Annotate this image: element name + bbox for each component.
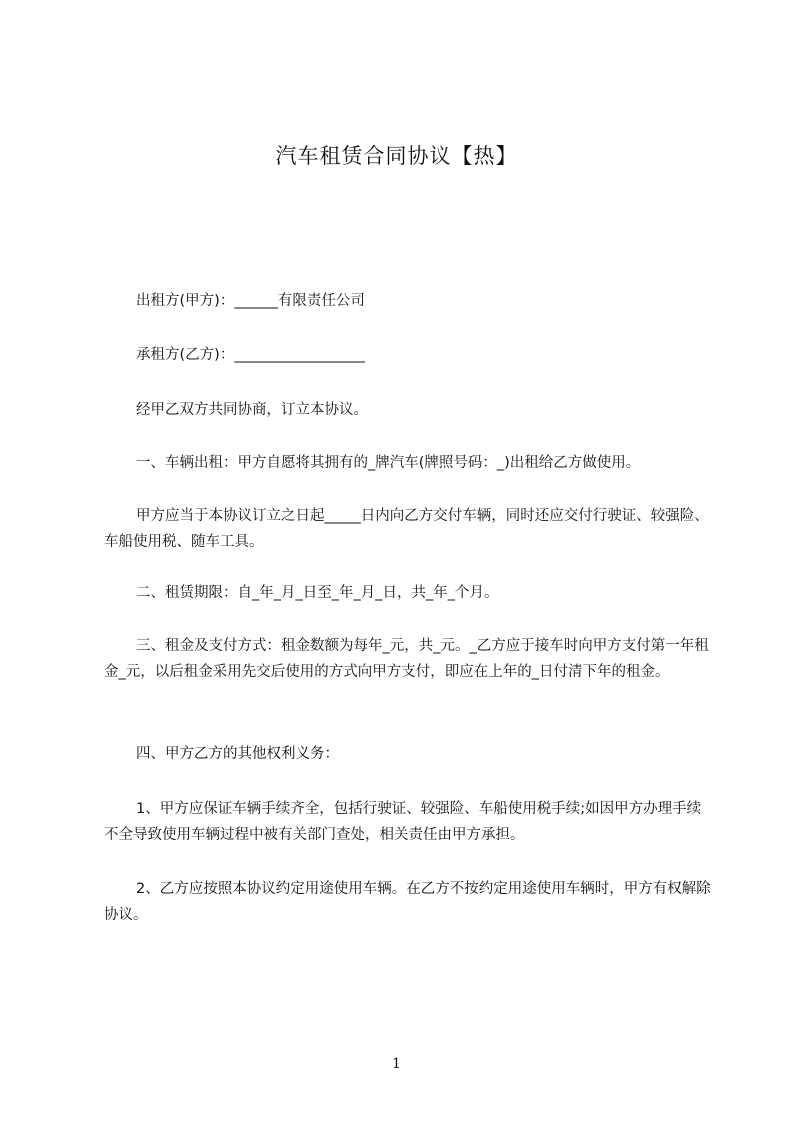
paragraph-vehicle-rental: 一、车辆出租：甲方自愿将其拥有的_牌汽车(牌照号码：_)出租给乙方做使用。 [136, 455, 641, 471]
paragraph-lessee-obligation: 2、乙方应按照本协议约定用途使用车辆。在乙方不按约定用途使用车辆时，甲方有权解除协议。 [104, 881, 711, 923]
document-title: 汽车租赁合同协议【热】 [275, 144, 518, 168]
page-number: 1 [392, 1056, 401, 1072]
paragraph-agreement-intro: 经甲乙双方共同协商，订立本协议。 [136, 402, 368, 418]
paragraph-lessee: 承租方(乙方)：__________________ [136, 347, 365, 363]
paragraph-lessor: 出租方(甲方)：______有限责任公司 [136, 293, 365, 309]
paragraph-lease-term: 二、租赁期限：自_年_月_日至_年_月_日，共_年_个月。 [136, 585, 499, 601]
paragraph-rights-obligations-heading: 四、甲方乙方的其他权利义务： [136, 746, 339, 762]
paragraph-vehicle-delivery: 甲方应当于本协议订立之日起_____日内向乙方交付车辆，同时还应交付行驶证、较强险、车船使用税、随车工具。 [104, 508, 709, 550]
paragraph-lessor-obligation: 1、甲方应保证车辆手续齐全，包括行驶证、较强险、车船使用税手续;如因甲方办理手续不全导致使用车辆过程中被有关部门查处，相关责任由甲方承担。 [104, 801, 702, 843]
paragraph-rent-payment: 三、租金及支付方式：租金数额为每年_元，共_元。_乙方应于接车时向甲方支付第一年租金_元，以后租金采用先交后使用的方式向甲方支付，即应在上年的_日付清下年的租金。 [104, 638, 709, 680]
